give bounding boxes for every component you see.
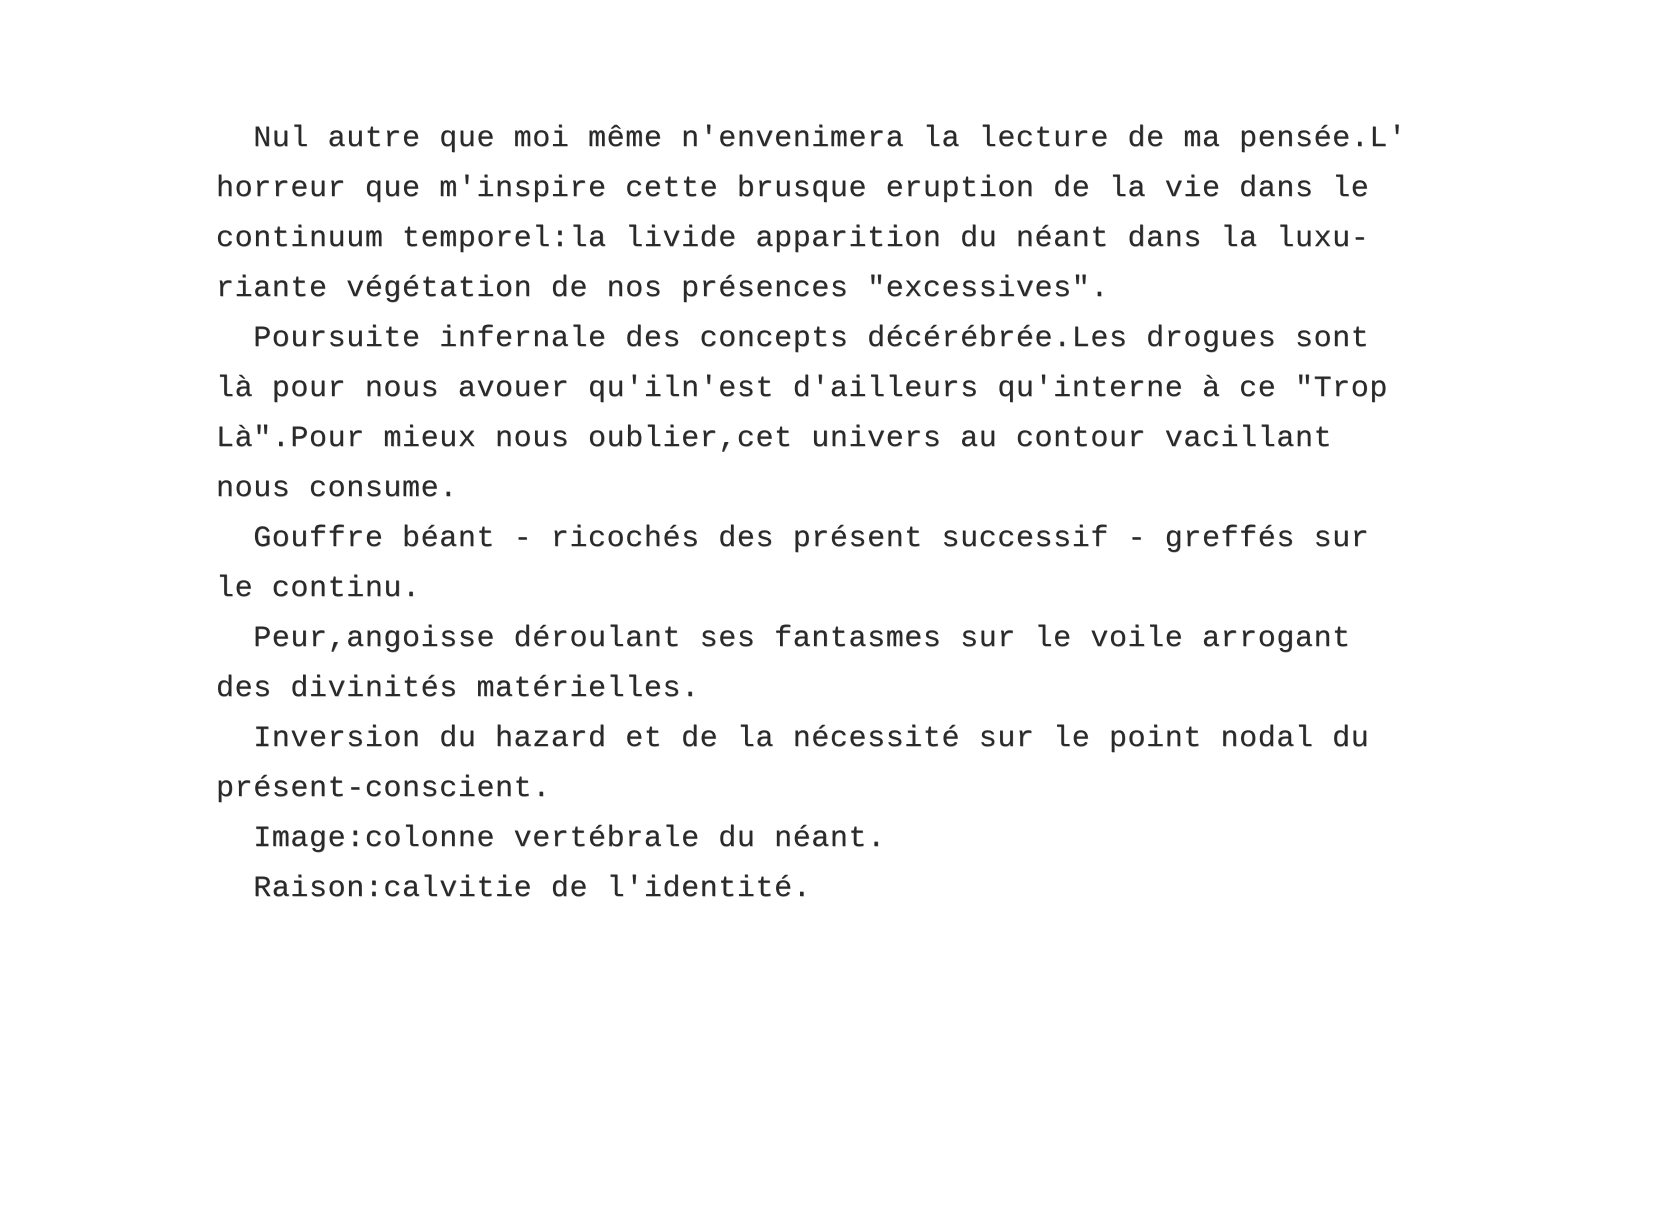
typewritten-text [216,114,1516,914]
text-line: Poursuite infernale des concepts décérébrée.Les drogues sont [216,322,1370,356]
text-line: Nul autre que moi même n'envenimera la lecture de ma pensée.L' [216,122,1407,156]
text-line: Inversion du hazard et de la nécessité sur le point nodal du [216,722,1370,756]
text-line: Gouffre béant - ricochés des présent successif - greffés sur [216,522,1370,556]
text-line: horreur que m'inspire cette brusque eruption de la vie dans le [216,172,1370,206]
text-line: nous consume. [216,472,458,506]
text-line: des divinités matérielles. [216,672,700,706]
text-line: Peur,angoisse déroulant ses fantasmes sur le voile arrogant [216,622,1351,656]
text-line: présent-conscient. [216,772,551,806]
text-line: le continu. [216,572,421,606]
text-line: Là".Pour mieux nous oublier,cet univers au contour vacillant [216,422,1333,456]
text-line: Image:colonne vertébrale du néant. [216,822,886,856]
text-line: là pour nous avouer qu'iln'est d'ailleurs qu'interne à ce "Trop [216,372,1388,406]
text-line: riante végétation de nos présences "excessives". [216,272,1109,306]
text-line: Raison:calvitie de l'identité. [216,872,812,906]
text-line: continuum temporel:la livide apparition du néant dans la luxu- [216,222,1370,256]
